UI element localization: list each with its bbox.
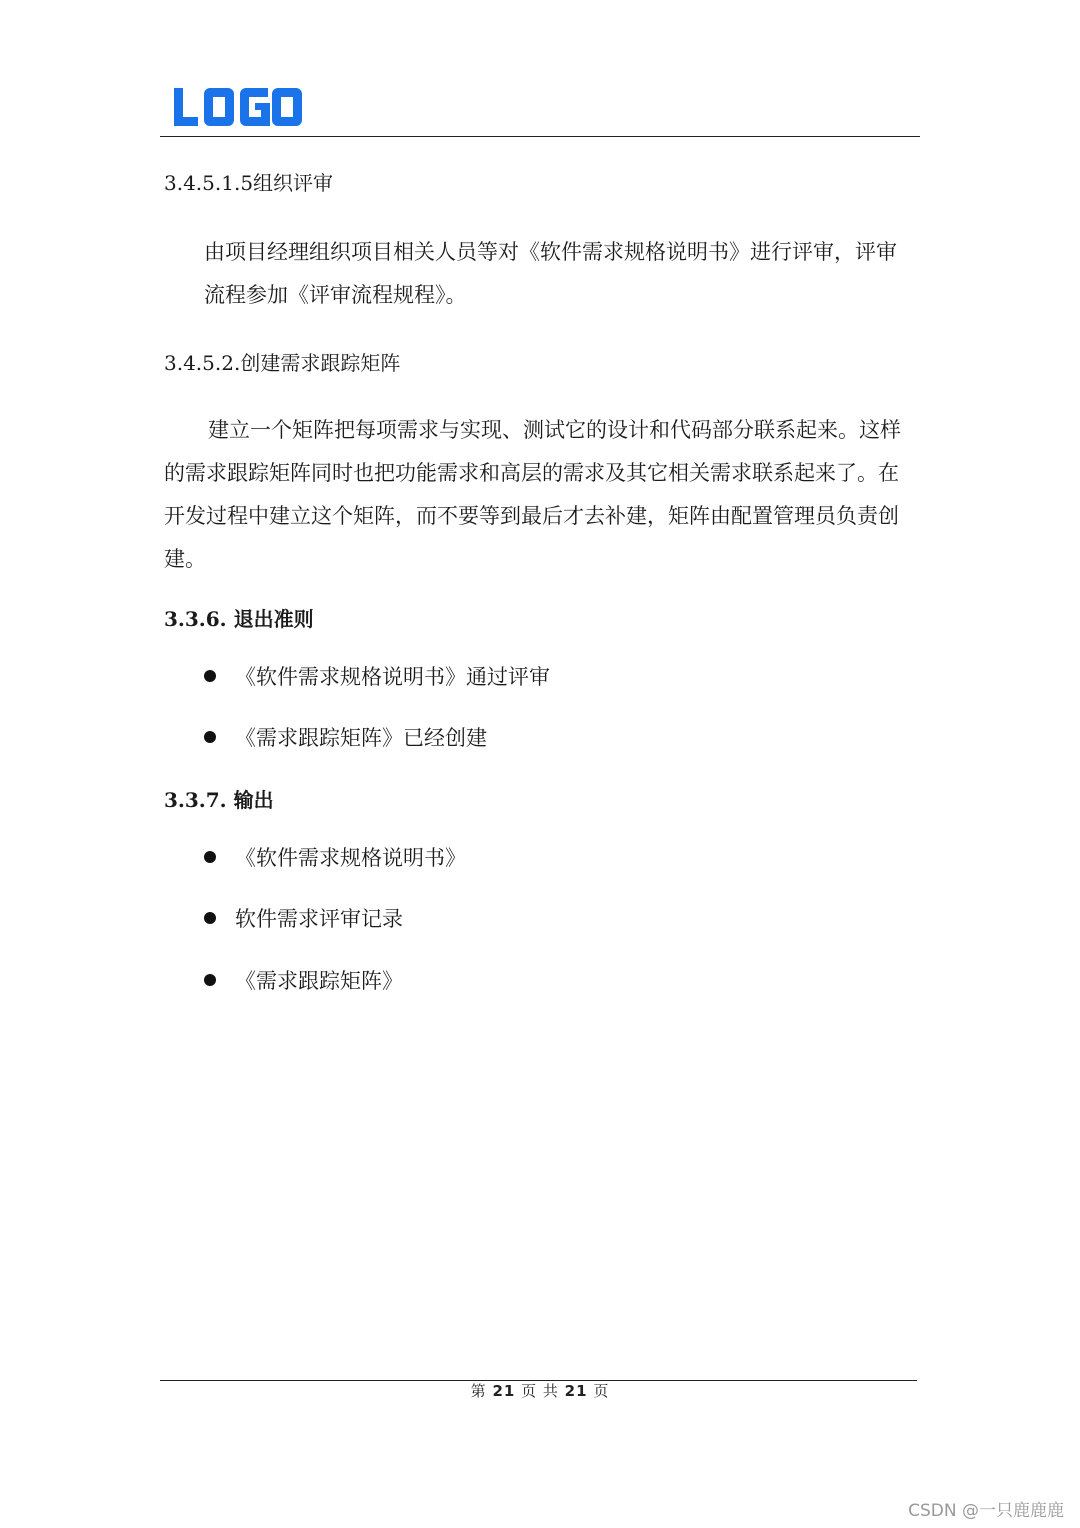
list-item [204,661,550,691]
bullet-icon [204,670,216,682]
list-item-text: 《软件需求规格说明书》 [235,846,466,870]
watermark: CSDN @一只鹿鹿鹿 [908,1501,1064,1521]
logo [172,86,304,128]
list-item [204,903,403,933]
paragraph-review: 由项目经理组织项目相关人员等对《软件需求规格说明书》进行评审，评审流程参加《评审流程规程》。 [204,240,897,307]
section-heading-trace-matrix: 3.4.5.2.创建需求跟踪矩阵 [164,351,401,375]
section-heading-output: 3.3.7. 输出 [164,788,274,812]
page-number [0,1381,1080,1401]
bullet-icon [204,974,216,986]
paragraph-trace-matrix: 建立一个矩阵把每项需求与实现、测试它的设计和代码部分联系起来。这样的需求跟踪矩阵同时也把功能需求和高层的需求及其它相关需求联系起来了。在开发过程中建立这个矩阵，而不要等到最后才去补建，矩阵由配置管理员负责创建。 [164,418,901,571]
page-label-middle: 页 共 [521,1382,559,1400]
section-heading-review: 3.4.5.1.5组织评审 [164,171,334,195]
list-item-text: 软件需求评审记录 [235,907,403,931]
header-divider [160,136,920,137]
list-item [204,722,487,752]
bullet-icon [204,912,216,924]
section-heading-exit-criteria: 3.3.6. 退出准则 [164,607,314,631]
list-item [204,965,403,995]
page-current: 21 [492,1382,516,1400]
list-item-text: 《需求跟踪矩阵》 [235,969,403,993]
page-label-prefix: 第 [470,1382,487,1400]
page-total: 21 [564,1382,588,1400]
page-label-suffix: 页 [593,1382,610,1400]
list-item-text: 《软件需求规格说明书》通过评审 [235,665,550,689]
bullet-icon [204,731,216,743]
list-item [204,842,466,872]
list-item-text: 《需求跟踪矩阵》已经创建 [235,726,487,750]
bullet-icon [204,851,216,863]
